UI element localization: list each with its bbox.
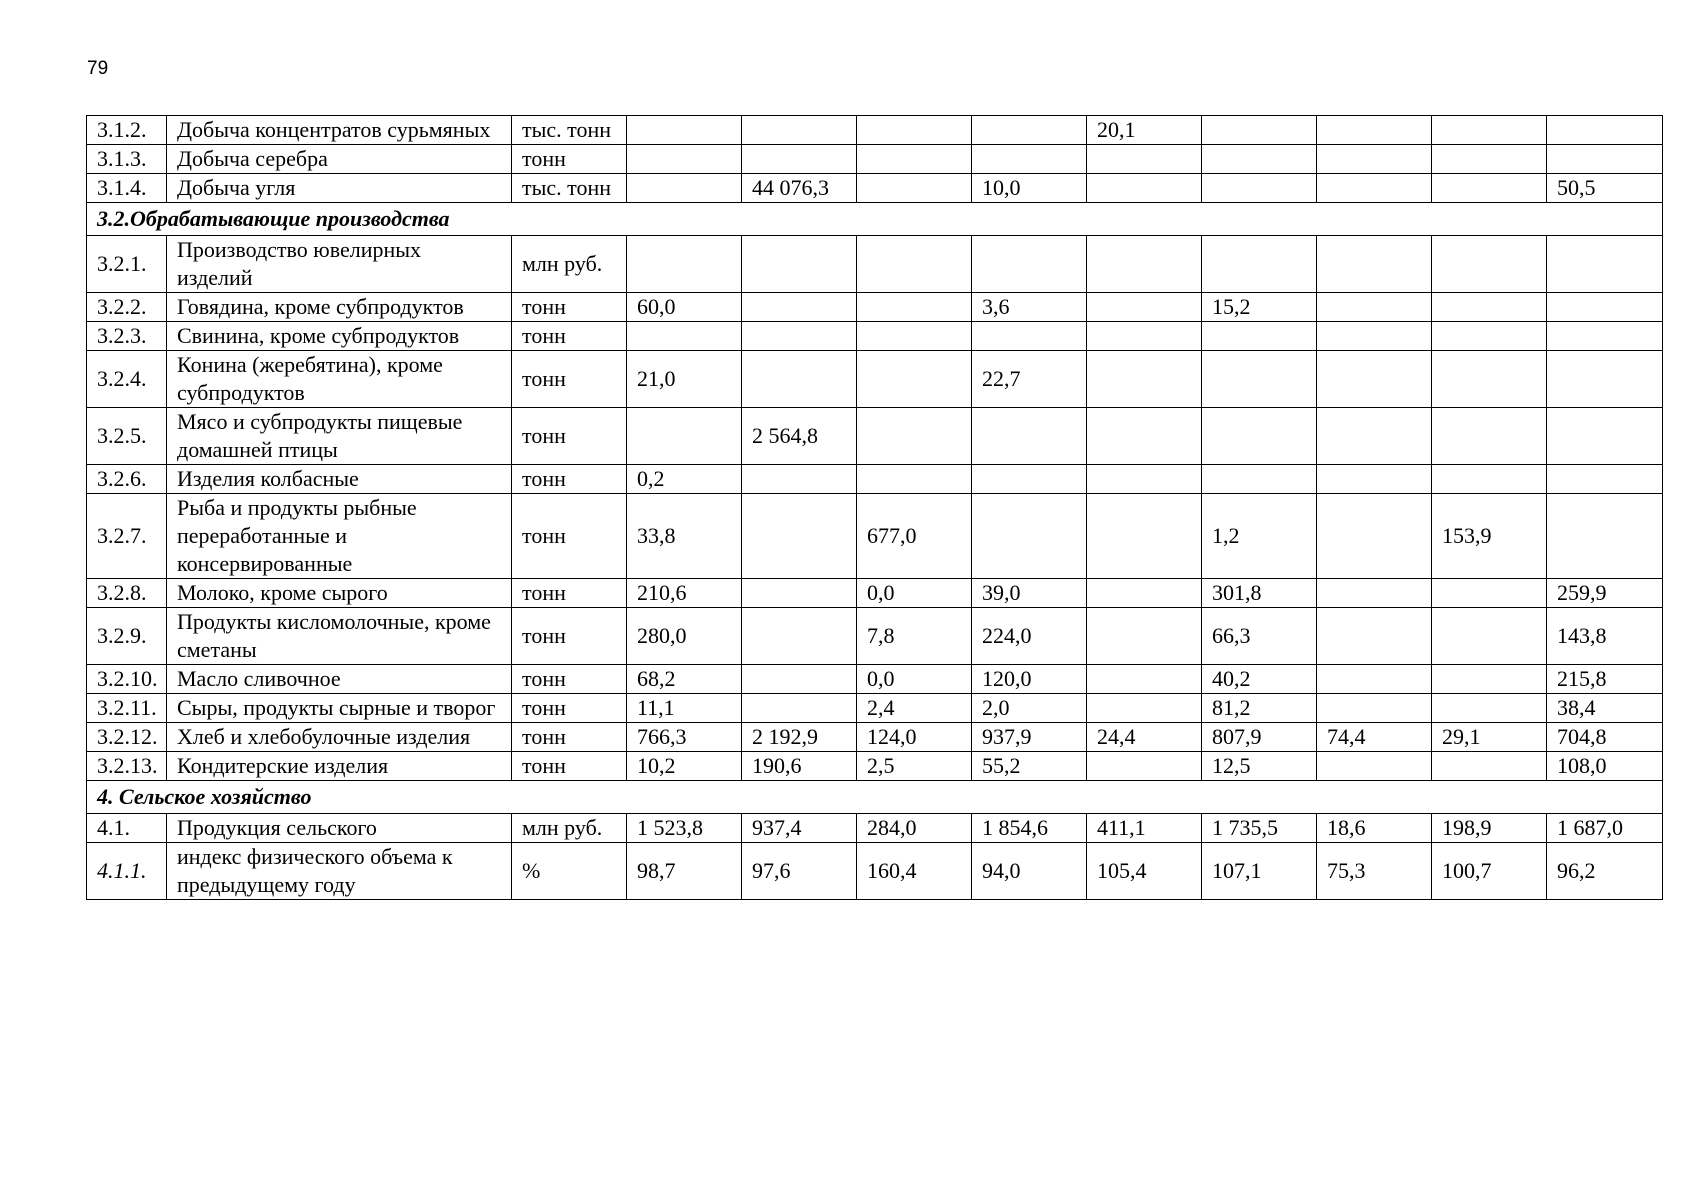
row-value [857, 465, 972, 494]
row-unit: тонн [512, 351, 627, 408]
row-value: 280,0 [627, 608, 742, 665]
row-value [1087, 465, 1202, 494]
row-value [1317, 465, 1432, 494]
row-code: 3.1.4. [87, 174, 167, 203]
row-value [1432, 408, 1547, 465]
row-value [1087, 608, 1202, 665]
row-value: 18,6 [1317, 814, 1432, 843]
row-value: 198,9 [1432, 814, 1547, 843]
row-value [857, 174, 972, 203]
row-value [1087, 351, 1202, 408]
row-value: 2,5 [857, 752, 972, 781]
table-row [87, 145, 1663, 174]
row-value: 937,9 [972, 723, 1087, 752]
row-code: 3.1.3. [87, 145, 167, 174]
row-value [972, 494, 1087, 579]
row-value [1547, 408, 1663, 465]
row-value: 937,4 [742, 814, 857, 843]
row-code: 3.2.6. [87, 465, 167, 494]
row-code: 3.2.5. [87, 408, 167, 465]
table-row [87, 579, 1663, 608]
row-code: 4.1.1. [87, 843, 167, 900]
row-value [742, 116, 857, 145]
row-name: Говядина, кроме субпродуктов [167, 293, 512, 322]
row-value [627, 116, 742, 145]
row-value: 704,8 [1547, 723, 1663, 752]
row-code: 3.2.9. [87, 608, 167, 665]
row-value [1547, 145, 1663, 174]
row-value: 29,1 [1432, 723, 1547, 752]
row-unit: тонн [512, 608, 627, 665]
row-value [1547, 293, 1663, 322]
row-value [1202, 351, 1317, 408]
table-row [87, 465, 1663, 494]
row-value [742, 465, 857, 494]
row-value [1432, 608, 1547, 665]
row-value [1087, 494, 1202, 579]
row-name: Продукты кисломолочные, кроме сметаны [167, 608, 512, 665]
row-value: 210,6 [627, 579, 742, 608]
row-value [742, 608, 857, 665]
row-value [742, 694, 857, 723]
row-value: 11,1 [627, 694, 742, 723]
row-unit: тонн [512, 494, 627, 579]
row-value [1432, 116, 1547, 145]
row-code: 4.1. [87, 814, 167, 843]
row-value [1087, 579, 1202, 608]
row-name: Рыба и продукты рыбные переработанные и консервированные [167, 494, 512, 579]
row-value: 411,1 [1087, 814, 1202, 843]
row-value [742, 293, 857, 322]
row-value [742, 145, 857, 174]
row-value [1317, 322, 1432, 351]
row-value: 74,4 [1317, 723, 1432, 752]
row-value [1547, 236, 1663, 293]
row-value [857, 236, 972, 293]
row-value: 7,8 [857, 608, 972, 665]
row-value: 2,0 [972, 694, 1087, 723]
row-value: 1 523,8 [627, 814, 742, 843]
row-value [742, 494, 857, 579]
row-value: 2 564,8 [742, 408, 857, 465]
row-code: 3.2.2. [87, 293, 167, 322]
row-value [972, 116, 1087, 145]
row-value: 120,0 [972, 665, 1087, 694]
row-value [627, 408, 742, 465]
row-value [1547, 322, 1663, 351]
row-name: Свинина, кроме субпродуктов [167, 322, 512, 351]
section-header-row [87, 203, 1663, 236]
row-value: 1,2 [1202, 494, 1317, 579]
row-unit: тыс. тонн [512, 174, 627, 203]
row-value [1317, 694, 1432, 723]
row-value [1087, 665, 1202, 694]
table-row [87, 843, 1663, 900]
row-value: 66,3 [1202, 608, 1317, 665]
row-value: 224,0 [972, 608, 1087, 665]
row-value [1087, 752, 1202, 781]
table-row [87, 236, 1663, 293]
row-value [1087, 174, 1202, 203]
row-value: 15,2 [1202, 293, 1317, 322]
table-row [87, 351, 1663, 408]
row-value [857, 116, 972, 145]
row-value: 12,5 [1202, 752, 1317, 781]
row-unit: тонн [512, 723, 627, 752]
row-value [1547, 116, 1663, 145]
row-code: 3.2.13. [87, 752, 167, 781]
row-value: 33,8 [627, 494, 742, 579]
row-value: 98,7 [627, 843, 742, 900]
table-row [87, 293, 1663, 322]
row-unit: тонн [512, 665, 627, 694]
row-value [1432, 322, 1547, 351]
row-name: Добыча концентратов сурьмяных [167, 116, 512, 145]
row-value: 10,2 [627, 752, 742, 781]
statistics-table [86, 115, 1663, 900]
row-value [1202, 465, 1317, 494]
row-value [742, 236, 857, 293]
row-unit: тонн [512, 293, 627, 322]
row-value [1317, 752, 1432, 781]
row-value: 105,4 [1087, 843, 1202, 900]
row-value [1317, 236, 1432, 293]
row-value: 38,4 [1547, 694, 1663, 723]
row-value [1317, 494, 1432, 579]
row-value: 39,0 [972, 579, 1087, 608]
row-name: Молоко, кроме сырого [167, 579, 512, 608]
row-value: 44 076,3 [742, 174, 857, 203]
row-value [742, 322, 857, 351]
row-value: 10,0 [972, 174, 1087, 203]
row-value [1432, 752, 1547, 781]
row-code: 3.2.12. [87, 723, 167, 752]
table-row [87, 814, 1663, 843]
row-name: Кондитерские изделия [167, 752, 512, 781]
row-value: 153,9 [1432, 494, 1547, 579]
row-unit: тонн [512, 752, 627, 781]
row-code: 3.2.8. [87, 579, 167, 608]
row-code: 3.2.10. [87, 665, 167, 694]
row-value [857, 293, 972, 322]
row-unit: тонн [512, 579, 627, 608]
row-code: 3.1.2. [87, 116, 167, 145]
row-name: Хлеб и хлебобулочные изделия [167, 723, 512, 752]
row-value [1087, 694, 1202, 723]
row-value [1087, 145, 1202, 174]
row-unit: тонн [512, 408, 627, 465]
row-value [972, 322, 1087, 351]
row-value: 96,2 [1547, 843, 1663, 900]
row-value [627, 145, 742, 174]
row-value: 75,3 [1317, 843, 1432, 900]
row-value [1432, 145, 1547, 174]
row-value: 143,8 [1547, 608, 1663, 665]
row-name: Добыча серебра [167, 145, 512, 174]
row-value: 3,6 [972, 293, 1087, 322]
row-value: 21,0 [627, 351, 742, 408]
row-value [1087, 236, 1202, 293]
row-value: 0,0 [857, 665, 972, 694]
row-name: Сыры, продукты сырные и творог [167, 694, 512, 723]
row-value [1202, 322, 1317, 351]
row-unit: тонн [512, 322, 627, 351]
row-value: 124,0 [857, 723, 972, 752]
row-name: Конина (жеребятина), кроме субпродуктов [167, 351, 512, 408]
row-value: 108,0 [1547, 752, 1663, 781]
row-unit: тонн [512, 465, 627, 494]
row-code: 3.2.7. [87, 494, 167, 579]
row-value [1432, 236, 1547, 293]
row-value [627, 236, 742, 293]
row-code: 3.2.4. [87, 351, 167, 408]
row-value: 94,0 [972, 843, 1087, 900]
row-value [1202, 236, 1317, 293]
row-value [857, 351, 972, 408]
row-value: 284,0 [857, 814, 972, 843]
row-value [742, 665, 857, 694]
row-value: 107,1 [1202, 843, 1317, 900]
row-name: Изделия колбасные [167, 465, 512, 494]
table-row [87, 665, 1663, 694]
row-value: 24,4 [1087, 723, 1202, 752]
row-value [1547, 351, 1663, 408]
row-value [1547, 465, 1663, 494]
section-title: 4. Сельское хозяйство [87, 781, 1663, 814]
row-code: 3.2.11. [87, 694, 167, 723]
row-value: 0,2 [627, 465, 742, 494]
row-value: 2 192,9 [742, 723, 857, 752]
row-value [1317, 579, 1432, 608]
table-row [87, 494, 1663, 579]
row-value [972, 408, 1087, 465]
table-row [87, 723, 1663, 752]
row-value: 81,2 [1202, 694, 1317, 723]
row-value [1432, 351, 1547, 408]
row-value [1087, 408, 1202, 465]
row-value: 22,7 [972, 351, 1087, 408]
row-value: 301,8 [1202, 579, 1317, 608]
row-value [857, 322, 972, 351]
row-value [1432, 174, 1547, 203]
row-value: 1 735,5 [1202, 814, 1317, 843]
table-row [87, 694, 1663, 723]
table-row [87, 116, 1663, 145]
row-code: 3.2.1. [87, 236, 167, 293]
table-row [87, 408, 1663, 465]
row-value: 190,6 [742, 752, 857, 781]
row-value: 55,2 [972, 752, 1087, 781]
row-value: 259,9 [1547, 579, 1663, 608]
row-value [1202, 116, 1317, 145]
row-value: 20,1 [1087, 116, 1202, 145]
row-value: 60,0 [627, 293, 742, 322]
row-unit: тыс. тонн [512, 116, 627, 145]
row-value [1432, 579, 1547, 608]
row-value [1202, 174, 1317, 203]
row-unit: тонн [512, 145, 627, 174]
row-value: 677,0 [857, 494, 972, 579]
row-value: 50,5 [1547, 174, 1663, 203]
row-value [742, 579, 857, 608]
row-value: 766,3 [627, 723, 742, 752]
row-value: 807,9 [1202, 723, 1317, 752]
row-value: 100,7 [1432, 843, 1547, 900]
row-value [1432, 465, 1547, 494]
row-value [1317, 116, 1432, 145]
row-name: индекс физического объема к предыдущему году [167, 843, 512, 900]
table-row [87, 608, 1663, 665]
row-value [1317, 408, 1432, 465]
row-unit: тонн [512, 694, 627, 723]
row-value [1087, 322, 1202, 351]
section-header-row [87, 781, 1663, 814]
row-value [1547, 494, 1663, 579]
row-value [1317, 608, 1432, 665]
row-name: Продукция сельского [167, 814, 512, 843]
row-value [1087, 293, 1202, 322]
row-value [972, 465, 1087, 494]
row-name: Добыча угля [167, 174, 512, 203]
row-value [1317, 174, 1432, 203]
row-value [1432, 293, 1547, 322]
row-name: Производство ювелирных изделий [167, 236, 512, 293]
row-value [972, 145, 1087, 174]
row-value [627, 322, 742, 351]
page-number: 79 [87, 58, 109, 79]
row-value [627, 174, 742, 203]
row-value: 40,2 [1202, 665, 1317, 694]
row-value [1317, 665, 1432, 694]
row-value: 0,0 [857, 579, 972, 608]
row-value [1432, 665, 1547, 694]
row-value: 2,4 [857, 694, 972, 723]
row-value [1317, 351, 1432, 408]
table-row [87, 752, 1663, 781]
row-value: 1 687,0 [1547, 814, 1663, 843]
row-value: 1 854,6 [972, 814, 1087, 843]
row-value [1432, 694, 1547, 723]
row-value: 215,8 [1547, 665, 1663, 694]
row-unit: млн руб. [512, 236, 627, 293]
table-row [87, 174, 1663, 203]
row-unit: % [512, 843, 627, 900]
row-value [742, 351, 857, 408]
row-value: 68,2 [627, 665, 742, 694]
row-value: 97,6 [742, 843, 857, 900]
table-row [87, 322, 1663, 351]
row-value [972, 236, 1087, 293]
row-value [1202, 145, 1317, 174]
row-code: 3.2.3. [87, 322, 167, 351]
section-title: 3.2.Обрабатывающие производства [87, 203, 1663, 236]
row-value [857, 145, 972, 174]
row-unit: млн руб. [512, 814, 627, 843]
row-value [1317, 293, 1432, 322]
row-name: Масло сливочное [167, 665, 512, 694]
row-value [1202, 408, 1317, 465]
row-value [857, 408, 972, 465]
row-value: 160,4 [857, 843, 972, 900]
row-name: Мясо и субпродукты пищевые домашней птицы [167, 408, 512, 465]
row-value [1317, 145, 1432, 174]
